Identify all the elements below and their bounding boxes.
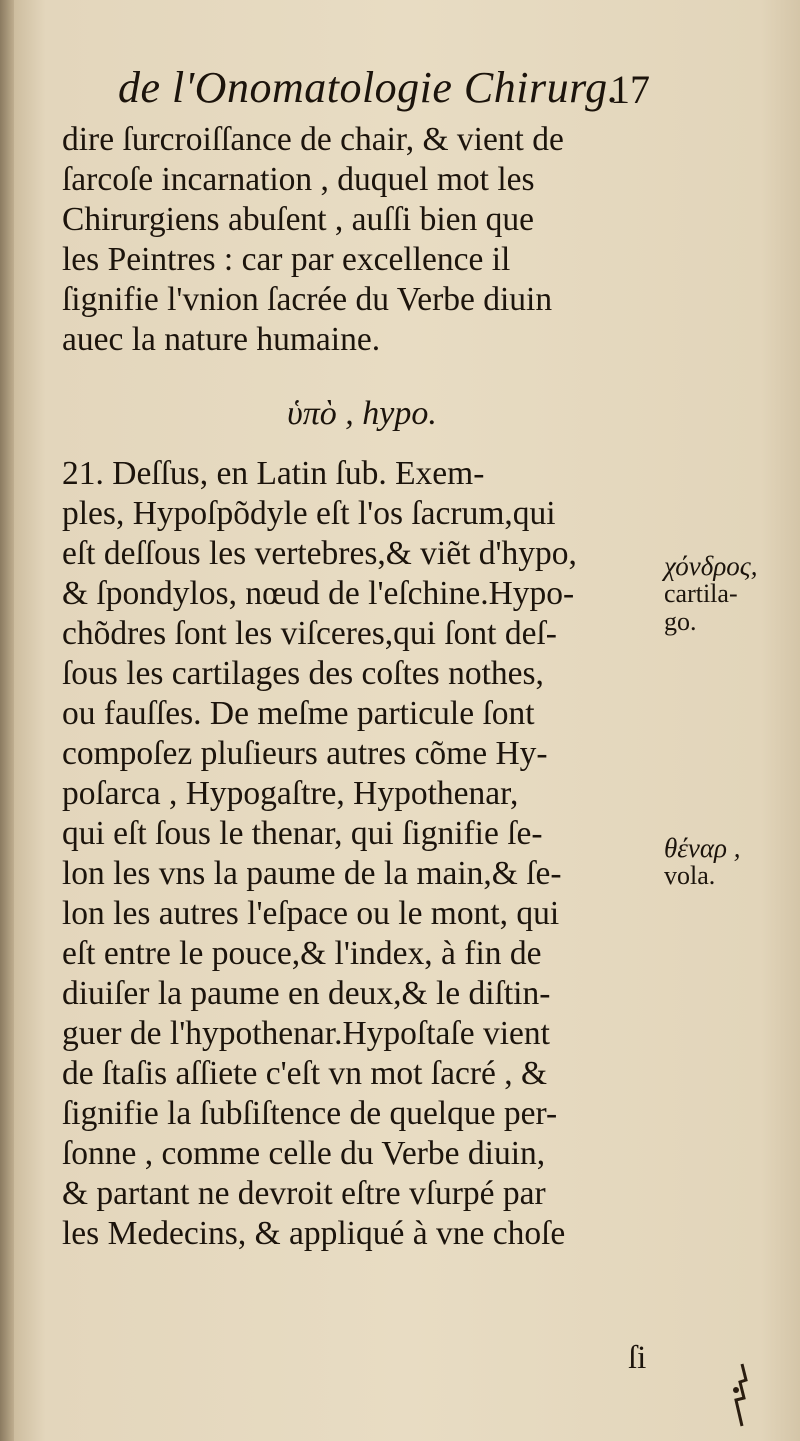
- book-spine-shadow: [0, 0, 14, 1441]
- text-line: ſignifie l'vnion ſacrée du Verbe diuin: [62, 281, 553, 318]
- text-line: auec la nature humaine.: [62, 321, 381, 358]
- printers-ornament-icon: [722, 1360, 762, 1430]
- catchword: ſi: [628, 1340, 647, 1376]
- text-line: eſt deſſous les vertebres,& viẽt d'hypo,: [62, 535, 577, 572]
- text-line: les Medecins, & appliqué à vne choſe: [62, 1215, 566, 1252]
- margin-note-thenar: [664, 834, 774, 890]
- text-line: Chirurgiens abuſent , auſſi bien que: [62, 201, 535, 238]
- margin-note-gloss: vola.: [664, 861, 716, 890]
- text-line: lon les vns la paume de la main,& ſe-: [62, 855, 562, 892]
- text-line: ſignifie la ſubſiſtence de quelque per-: [62, 1095, 558, 1132]
- text-line: 21. Deſſus, en Latin ſub. Exem-: [62, 455, 485, 492]
- text-line: de ſtaſis aſſiete c'eſt vn mot ſacré , &: [62, 1055, 548, 1092]
- body-text: [62, 120, 662, 1254]
- text-line: compoſez pluſieurs autres cõme Hy-: [62, 735, 548, 772]
- margin-note-chondros: [664, 552, 774, 636]
- margin-note-greek: χόνδρος,: [664, 551, 758, 581]
- text-line: eſt entre le pouce,& l'index, à fin de: [62, 935, 542, 972]
- text-line: dire ſurcroiſſance de chair, & vient de: [62, 121, 564, 158]
- margin-note-greek: θέναρ ,: [664, 833, 741, 863]
- text-line: poſarca , Hypogaſtre, Hypothenar,: [62, 775, 519, 812]
- text-line: les Peintres : car par excellence il: [62, 241, 511, 278]
- margin-note-gloss: cartila-: [664, 579, 738, 608]
- text-line: guer de l'hypothenar.Hypoſtaſe vient: [62, 1015, 550, 1052]
- text-line: ou fauſſes. De meſme particule ſont: [62, 695, 535, 732]
- page-number: 17: [610, 67, 650, 112]
- text-line: & ſpondylos, nœud de l'eſchine.Hypo-: [62, 575, 575, 612]
- margin-note-gloss: go.: [664, 607, 697, 636]
- text-line: lon les autres l'eſpace ou le mont, qui: [62, 895, 560, 932]
- text-line: ſonne , comme celle du Verbe diuin,: [62, 1135, 546, 1172]
- text-line: ſarcoſe incarnation , duquel mot les: [62, 161, 535, 198]
- running-title: de l'Onomatologie Chirurg.: [118, 63, 620, 112]
- text-line: & partant ne devroit eſtre vſurpé par: [62, 1175, 546, 1212]
- text-line: chõdres ſont les viſceres,qui ſont deſ-: [62, 615, 557, 652]
- text-line: qui eſt ſous le thenar, qui ſignifie ſe-: [62, 815, 543, 852]
- text-line: ſous les cartilages des coſtes nothes,: [62, 655, 544, 692]
- text-line: diuiſer la paume en deux,& le diſtin-: [62, 975, 551, 1012]
- text-line: ples, Hypoſpõdyle eſt l'os ſacrum,qui: [62, 495, 556, 532]
- section-heading: ὑπὸ , hypo.: [287, 395, 437, 432]
- page-header: [100, 62, 660, 122]
